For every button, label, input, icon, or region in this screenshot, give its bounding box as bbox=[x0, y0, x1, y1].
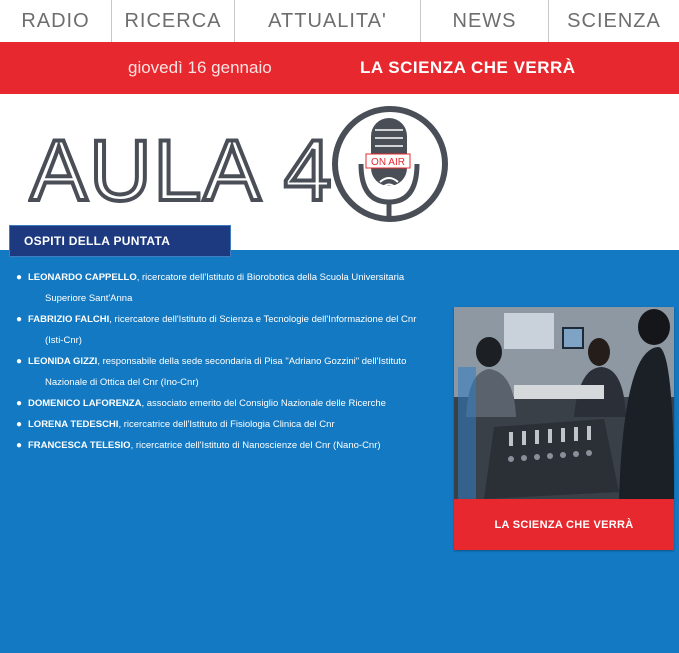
guest-role-continued: Superiore Sant'Anna bbox=[45, 293, 133, 304]
list-item bbox=[14, 414, 454, 435]
bullet-icon: ● bbox=[16, 419, 23, 430]
event-date: giovedì 16 gennaio bbox=[128, 58, 272, 77]
logo-text: AULA 4 bbox=[30, 123, 334, 219]
list-item bbox=[14, 351, 454, 393]
list-item bbox=[14, 309, 454, 351]
promo-card[interactable] bbox=[454, 307, 674, 550]
top-navigation bbox=[0, 0, 679, 42]
guest-list bbox=[14, 267, 454, 456]
section-label-ospiti: OSPITI DELLA PUNTATA bbox=[9, 225, 231, 257]
nav-item-attualita[interactable]: ATTUALITA' bbox=[235, 0, 421, 42]
bullet-icon: ● bbox=[16, 356, 23, 367]
guest-role: , ricercatrice dell'Istituto di Fisiologia Clinica del Cnr bbox=[118, 419, 335, 430]
guest-role-continued: Nazionale di Ottica del Cnr (Ino-Cnr) bbox=[45, 377, 199, 388]
guest-role-continued: (Isti-Cnr) bbox=[45, 335, 82, 346]
event-banner bbox=[0, 42, 679, 94]
guest-role: , ricercatrice dell'Istituto di Nanoscienze del Cnr (Nano-Cnr) bbox=[130, 440, 381, 451]
nav-item-ricerca[interactable]: RICERCA bbox=[112, 0, 235, 42]
list-item bbox=[14, 435, 454, 456]
guest-role: , ricercatore dell'Istituto di Biorobotica della Scuola Universitaria bbox=[136, 272, 405, 283]
bullet-icon: ● bbox=[16, 398, 23, 409]
guest-role: , responsabile della sede secondaria di Pisa "Adriano Gozzini" dell'Istituto bbox=[97, 356, 407, 367]
guest-role: , associato emerito del Consiglio Nazionale delle Ricerche bbox=[141, 398, 386, 409]
bullet-icon: ● bbox=[16, 440, 23, 451]
studio-photo bbox=[454, 307, 674, 499]
event-title: LA SCIENZA CHE VERRÀ bbox=[360, 58, 576, 77]
guest-name: FABRIZIO FALCHI bbox=[28, 314, 110, 325]
guest-role: , ricercatore dell'Istituto di Scienza e Tecnologie dell'Informazione del Cnr bbox=[109, 314, 417, 325]
list-item bbox=[14, 267, 454, 309]
guest-name: LEONARDO CAPPELLO bbox=[28, 272, 137, 283]
aula-40-logo bbox=[28, 102, 458, 232]
guest-name: LEONIDA GIZZI bbox=[28, 356, 98, 367]
promo-card-caption[interactable]: LA SCIENZA CHE VERRÀ bbox=[494, 518, 634, 531]
on-air-label: ON AIR bbox=[371, 157, 405, 168]
nav-item-news[interactable]: NEWS bbox=[421, 0, 549, 42]
nav-item-scienza[interactable]: SCIENZA bbox=[567, 9, 661, 32]
bullet-icon: ● bbox=[16, 314, 23, 325]
list-item bbox=[14, 393, 454, 414]
bullet-icon: ● bbox=[16, 272, 23, 283]
guest-name: FRANCESCA TELESIO bbox=[28, 440, 131, 451]
guest-name: DOMENICO LAFORENZA bbox=[28, 398, 142, 409]
nav-item-radio[interactable]: RADIO bbox=[0, 0, 112, 42]
guest-name: LORENA TEDESCHI bbox=[28, 419, 119, 430]
guest-section bbox=[0, 250, 679, 653]
